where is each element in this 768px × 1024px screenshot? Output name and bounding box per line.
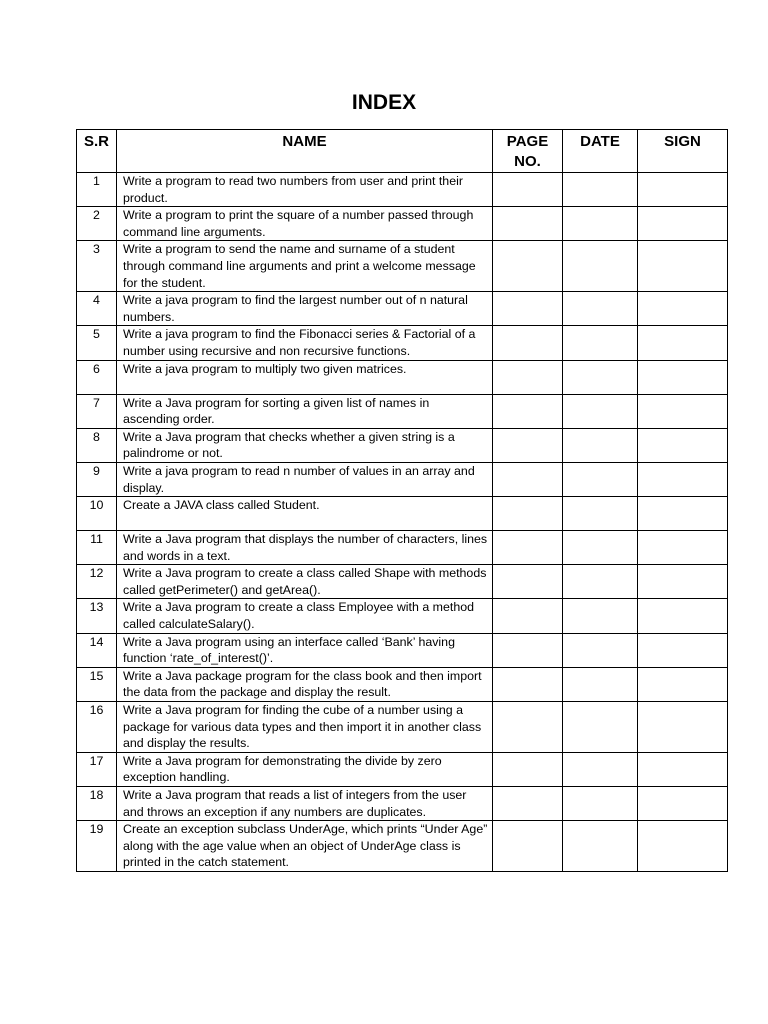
row-date-cell bbox=[563, 292, 638, 326]
row-sign-cell bbox=[638, 821, 728, 872]
row-date-cell bbox=[563, 702, 638, 753]
row-sr: 6 bbox=[77, 360, 117, 394]
row-date-cell bbox=[563, 497, 638, 531]
row-sign-cell bbox=[638, 565, 728, 599]
row-name: Write a program to print the square of a number passed through command line arguments. bbox=[117, 207, 493, 241]
row-sign-cell bbox=[638, 787, 728, 821]
row-sr: 18 bbox=[77, 787, 117, 821]
row-name: Write a program to read two numbers from user and print their product. bbox=[117, 173, 493, 207]
row-page-cell bbox=[493, 292, 563, 326]
table-row bbox=[77, 207, 728, 241]
table-row bbox=[77, 787, 728, 821]
row-date-cell bbox=[563, 599, 638, 633]
header-name: NAME bbox=[117, 130, 493, 173]
table-row bbox=[77, 667, 728, 701]
row-page-cell bbox=[493, 207, 563, 241]
row-name: Write a java program to multiply two given matrices. bbox=[117, 360, 493, 394]
table-row bbox=[77, 565, 728, 599]
row-name: Write a java program to find the Fibonacci series & Factorial of a number using recursive and non recursive functions. bbox=[117, 326, 493, 360]
row-sr: 19 bbox=[77, 821, 117, 872]
row-page-cell bbox=[493, 667, 563, 701]
row-page-cell bbox=[493, 326, 563, 360]
row-page-cell bbox=[493, 497, 563, 531]
row-date-cell bbox=[563, 752, 638, 786]
row-sign-cell bbox=[638, 702, 728, 753]
row-sign-cell bbox=[638, 173, 728, 207]
table-row bbox=[77, 702, 728, 753]
header-page-no: PAGE NO. bbox=[493, 130, 563, 173]
row-date-cell bbox=[563, 394, 638, 428]
row-sign-cell bbox=[638, 207, 728, 241]
row-date-cell bbox=[563, 173, 638, 207]
row-name: Write a Java program to create a class called Shape with methods called getPerimeter() and getArea(). bbox=[117, 565, 493, 599]
row-page-cell bbox=[493, 462, 563, 496]
table-row bbox=[77, 241, 728, 292]
row-name: Write a Java program that reads a list of integers from the user and throws an exception if any numbers are duplicates. bbox=[117, 787, 493, 821]
row-page-cell bbox=[493, 360, 563, 394]
row-page-cell bbox=[493, 633, 563, 667]
row-sign-cell bbox=[638, 633, 728, 667]
row-name: Write a program to send the name and surname of a student through command line arguments and print a welcome message for the student. bbox=[117, 241, 493, 292]
row-sign-cell bbox=[638, 531, 728, 565]
row-date-cell bbox=[563, 633, 638, 667]
row-sign-cell bbox=[638, 241, 728, 292]
row-sr: 9 bbox=[77, 462, 117, 496]
row-name: Create a JAVA class called Student. bbox=[117, 497, 493, 531]
row-page-cell bbox=[493, 531, 563, 565]
row-page-cell bbox=[493, 394, 563, 428]
table-row bbox=[77, 428, 728, 462]
row-page-cell bbox=[493, 702, 563, 753]
row-sr: 7 bbox=[77, 394, 117, 428]
table-row bbox=[77, 462, 728, 496]
index-table bbox=[76, 129, 728, 872]
row-date-cell bbox=[563, 360, 638, 394]
row-sign-cell bbox=[638, 667, 728, 701]
row-name: Write a java program to read n number of values in an array and display. bbox=[117, 462, 493, 496]
header-sign: SIGN bbox=[638, 130, 728, 173]
page-title: INDEX bbox=[351, 91, 417, 114]
row-date-cell bbox=[563, 326, 638, 360]
row-name: Write a Java program using an interface called ‘Bank’ having function ‘rate_of_interest()’. bbox=[117, 633, 493, 667]
row-sr: 17 bbox=[77, 752, 117, 786]
row-name: Write a Java program for sorting a given list of names in ascending order. bbox=[117, 394, 493, 428]
row-name: Write a Java program for finding the cube of a number using a package for various data types and then import it in another class and display the results. bbox=[117, 702, 493, 753]
row-name: Write a Java program for demonstrating the divide by zero exception handling. bbox=[117, 752, 493, 786]
row-sign-cell bbox=[638, 462, 728, 496]
header-row bbox=[77, 130, 728, 173]
row-sign-cell bbox=[638, 360, 728, 394]
row-name: Write a Java program that checks whether a given string is a palindrome or not. bbox=[117, 428, 493, 462]
row-date-cell bbox=[563, 565, 638, 599]
table-row bbox=[77, 326, 728, 360]
table-row bbox=[77, 633, 728, 667]
row-sr: 12 bbox=[77, 565, 117, 599]
row-sr: 1 bbox=[77, 173, 117, 207]
row-name: Write a java program to find the largest number out of n natural numbers. bbox=[117, 292, 493, 326]
table-row bbox=[77, 173, 728, 207]
row-sr: 10 bbox=[77, 497, 117, 531]
row-date-cell bbox=[563, 667, 638, 701]
row-sr: 14 bbox=[77, 633, 117, 667]
row-sign-cell bbox=[638, 292, 728, 326]
row-sr: 8 bbox=[77, 428, 117, 462]
row-page-cell bbox=[493, 428, 563, 462]
row-page-cell bbox=[493, 787, 563, 821]
row-page-cell bbox=[493, 599, 563, 633]
row-sign-cell bbox=[638, 428, 728, 462]
row-date-cell bbox=[563, 462, 638, 496]
header-date: DATE bbox=[563, 130, 638, 173]
row-name: Write a Java package program for the class book and then import the data from the package and display the result. bbox=[117, 667, 493, 701]
table-row bbox=[77, 821, 728, 872]
row-name: Create an exception subclass UnderAge, which prints “Under Age” along with the age value when an object of UnderAge class is printed in the catch statement. bbox=[117, 821, 493, 872]
row-date-cell bbox=[563, 207, 638, 241]
table-row bbox=[77, 531, 728, 565]
row-sign-cell bbox=[638, 394, 728, 428]
row-date-cell bbox=[563, 821, 638, 872]
row-name: Write a Java program to create a class Employee with a method called calculateSalary(). bbox=[117, 599, 493, 633]
row-sr: 5 bbox=[77, 326, 117, 360]
row-page-cell bbox=[493, 752, 563, 786]
row-page-cell bbox=[493, 173, 563, 207]
table-row bbox=[77, 752, 728, 786]
table-row bbox=[77, 599, 728, 633]
row-page-cell bbox=[493, 821, 563, 872]
row-sr: 16 bbox=[77, 702, 117, 753]
row-sr: 3 bbox=[77, 241, 117, 292]
row-sign-cell bbox=[638, 326, 728, 360]
row-sr: 15 bbox=[77, 667, 117, 701]
row-date-cell bbox=[563, 787, 638, 821]
row-sr: 11 bbox=[77, 531, 117, 565]
row-sign-cell bbox=[638, 752, 728, 786]
table-row bbox=[77, 497, 728, 531]
row-sign-cell bbox=[638, 497, 728, 531]
row-sr: 13 bbox=[77, 599, 117, 633]
header-sr: S.R bbox=[77, 130, 117, 173]
row-date-cell bbox=[563, 531, 638, 565]
row-sr: 4 bbox=[77, 292, 117, 326]
row-page-cell bbox=[493, 565, 563, 599]
table-row bbox=[77, 394, 728, 428]
row-date-cell bbox=[563, 241, 638, 292]
row-date-cell bbox=[563, 428, 638, 462]
table-row bbox=[77, 360, 728, 394]
row-sr: 2 bbox=[77, 207, 117, 241]
table-row bbox=[77, 292, 728, 326]
row-page-cell bbox=[493, 241, 563, 292]
row-name: Write a Java program that displays the number of characters, lines and words in a text. bbox=[117, 531, 493, 565]
row-sign-cell bbox=[638, 599, 728, 633]
